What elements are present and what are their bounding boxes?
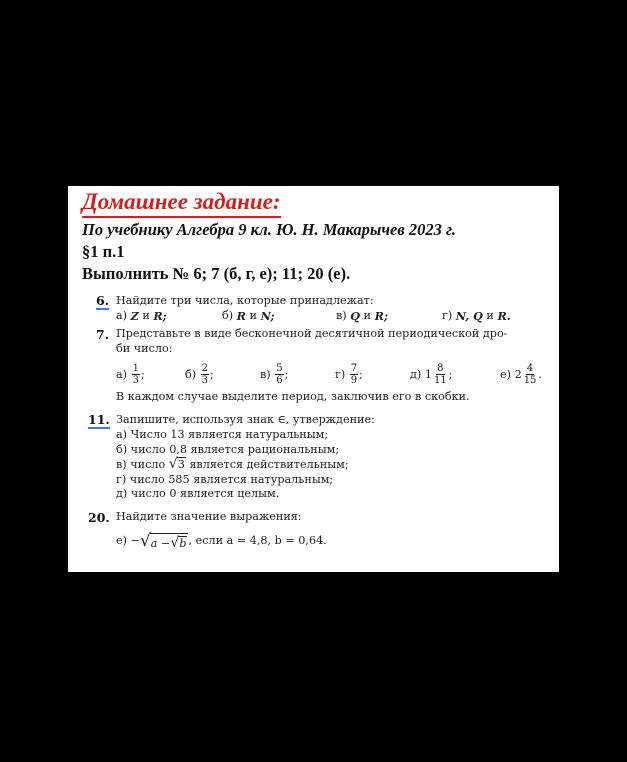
task-text: Представьте в виде бесконечной десятичной периодической дро- <box>116 327 508 340</box>
task-11-item: в) число √ 3 является действительным; <box>116 456 349 472</box>
task-number: 6. <box>96 293 110 308</box>
option: в) Q и R; <box>336 308 389 323</box>
option: в) $\frac{5}{6}$ ; <box>260 362 289 386</box>
option: а) Z и R; <box>116 308 167 323</box>
task-11-item: б) число 0,8 является рациональным; <box>116 442 340 456</box>
task-11-item: д) число 0 является целым. <box>116 487 280 500</box>
homework-title: Домашнее задание: <box>82 188 281 218</box>
square-root: √ 3 <box>168 456 185 472</box>
task-6 <box>82 294 553 323</box>
task-number: 11. <box>88 411 110 427</box>
task-number: 20. <box>88 509 110 525</box>
task-20-expression: е) − √ a − √ b , если a = 4,8, b = 0,64. <box>116 531 327 551</box>
task-7 <box>82 327 553 405</box>
task-11-item: г) число 585 является натуральным; <box>116 472 334 486</box>
assignment-line: Выполнить № 6; 7 (б, г, е); 11; 20 (е). <box>82 264 351 283</box>
task-number: 7. <box>96 327 110 342</box>
task-7-options <box>116 361 553 387</box>
homework-sheet <box>68 186 559 572</box>
task-text: Запишите, используя знак ∈, утверждение: <box>116 412 375 426</box>
homework-header <box>82 188 551 284</box>
option: г) N, Q и R. <box>442 308 511 323</box>
task-text-continued: би число: <box>116 341 173 355</box>
task-11 <box>82 413 553 502</box>
task-6-options <box>116 309 553 324</box>
task-text: Найдите три числа, которые принадлежат: <box>116 294 374 307</box>
option: б) $\frac{2}{3}$ ; <box>185 362 214 386</box>
textbook-line: По учебнику Алгебра 9 кл. Ю. Н. Макарычев 2023 г. <box>82 220 456 239</box>
task-11-item: а) Число 13 является натуральным; <box>116 428 329 441</box>
option: д) 1 $\frac{8}{11}$ ; <box>410 362 453 386</box>
task-20-condition: , если a = 4,8, b = 0,64. <box>188 534 327 548</box>
option: б) R и N; <box>222 308 275 323</box>
task-7-note: В каждом случае выделите период, заключив его в скобки. <box>116 390 470 403</box>
task-20 <box>82 510 553 551</box>
section-line: §1 п.1 <box>82 242 125 261</box>
option: а) $\frac{1}{3}$ ; <box>116 362 145 386</box>
task-text: Найдите значение выражения: <box>116 509 302 523</box>
inner-square-root: √ b <box>170 535 187 551</box>
task-list <box>82 294 553 550</box>
square-root: √ a − √ b <box>139 531 187 551</box>
option: г) $\frac{7}{9}$ ; <box>335 362 363 386</box>
option: е) 2 $\frac{4}{15}$ . <box>500 362 542 386</box>
